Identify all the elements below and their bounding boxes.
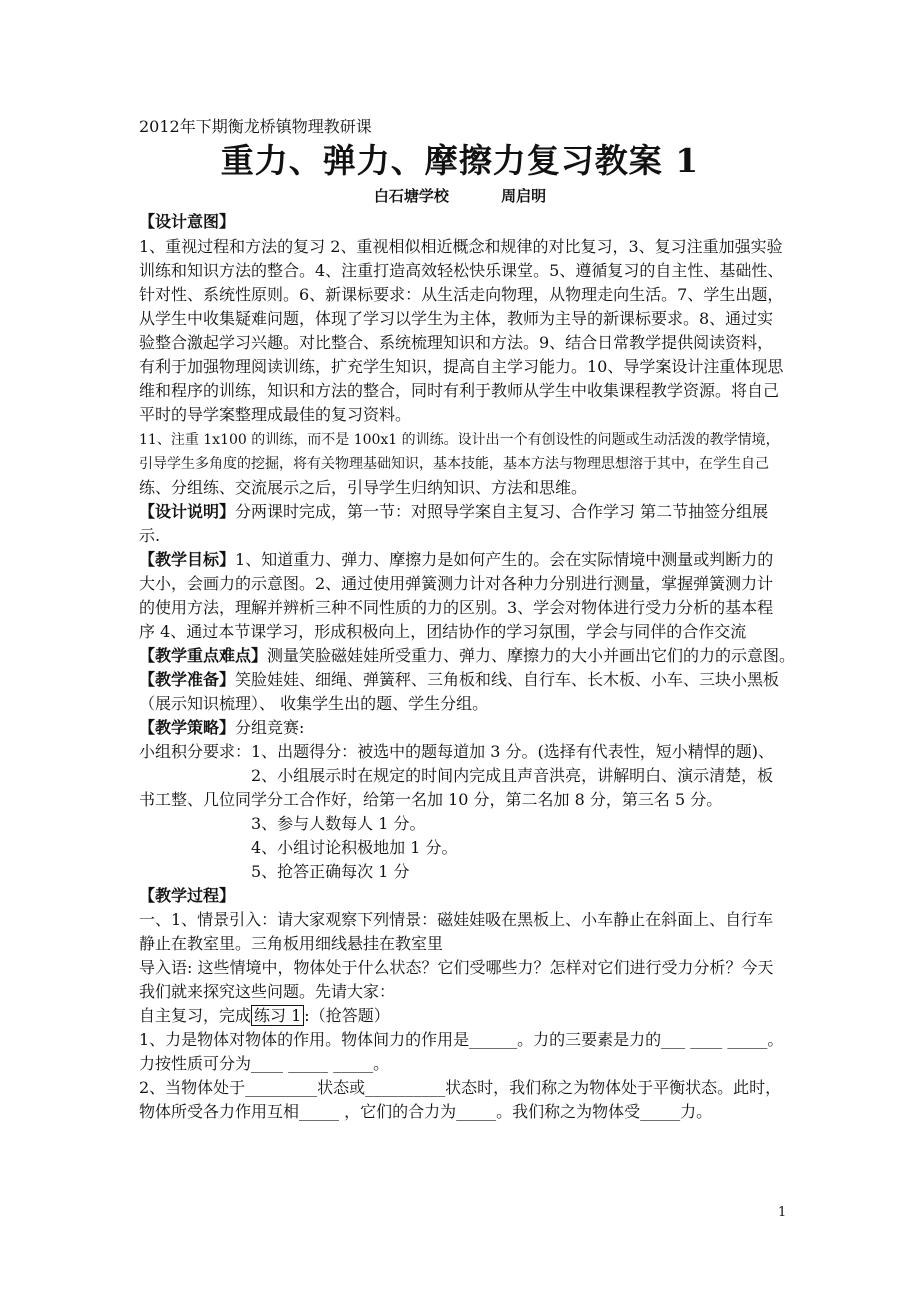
- preparation-line: （展示知识梳理）、 收集学生出的题、学生分组。: [139, 694, 489, 713]
- key-points-text: 测量笑脸磁娃娃所受重力、弹力、摩擦力的大小并画出它们的力的示意图。: [267, 646, 796, 665]
- design-intent-line: 验整合激起学习兴趣。对比整合、系统梳理知识和方法。9、结合日常教学提供阅读资料，: [139, 333, 774, 352]
- design-intent-line: 平时的导学案整理成最佳的复习资料。: [139, 405, 412, 424]
- question-1-line: 1、力是物体对物体的作用。物体间力的作用是______。力的三要素是力的___ ____ _____。: [139, 1030, 784, 1049]
- goals-line: 大小，会画力的示意图。2、通过使用弹簧测力计对各种力分别进行测量，掌握弹簧测力计: [139, 574, 774, 593]
- self-review-line: [139, 1004, 390, 1028]
- strategy-line: 小组积分要求：1、出题得分：被选中的题每道加 3 分。(选择有代表性，短小精悍的题)、: [139, 742, 775, 761]
- strategy-heading: 【教学策略】: [139, 718, 236, 737]
- design-intent-line: 引导学生多角度的挖掘，将有关物理基础知识，基本技能，基本方法与物理思想溶于其中，在学生自己: [139, 456, 769, 472]
- design-intent-heading: 【设计意图】: [139, 212, 236, 231]
- key-points-heading: 【教学重点难点】: [139, 646, 268, 665]
- self-review-prefix: 自主复习，完成: [139, 1006, 252, 1025]
- design-intent-line: 维和程序的训练，知识和方法的整合，同时有利于教师从学生中收集课程教学资源。将自己: [139, 381, 780, 400]
- preparation-text: 笑脸娃娃、细绳、弹簧秤、三角板和线、自行车、长木板、小车、三块小黑板: [235, 670, 780, 689]
- goals-text: 1、知道重力、弹力、摩擦力是如何产生的。会在实际情境中测量或判断力的: [235, 550, 774, 569]
- design-intent-line: 有利于加强物理阅读训练，扩充学生知识，提高自主学习能力。10、导学案设计注重体现思: [139, 357, 784, 376]
- design-intent-line: 针对性、系统性原则。6、新课标要求：从生活走向物理，从物理走向生活。7、学生出题，: [139, 285, 784, 304]
- design-note-heading: 【设计说明】: [139, 502, 236, 521]
- design-intent-line: 训练和知识方法的整合。4、注重打造高效轻松快乐课堂。5、遵循复习的自主性、基础性、: [139, 261, 784, 280]
- process-heading: 【教学过程】: [139, 886, 236, 905]
- design-intent-line: 11、注重 1x100 的训练，而不是 100x1 的训练。设计出一个有创设性的问题或生动活泼的教学情境，: [139, 432, 780, 448]
- strategy-line: 5、抢答正确每次 1 分: [251, 862, 410, 881]
- goals-line: [139, 548, 773, 572]
- author-line: 白石塘学校 周启明: [373, 187, 547, 205]
- self-review-suffix: :（抢答题）: [304, 1006, 390, 1025]
- process-line: 一、1、情景引入：请大家观察下列情景：磁娃娃吸在黑板上、小车静止在斜面上、自行车: [139, 910, 774, 929]
- strategy-line: [139, 716, 304, 740]
- exercise-1-box: 练习 1: [251, 1005, 304, 1026]
- process-line: 我们就来探究这些问题。先请大家：: [139, 982, 396, 1001]
- strategy-line: 4、小组讨论积极地加 1 分。: [251, 838, 458, 857]
- preparation-heading: 【教学准备】: [139, 670, 236, 689]
- question-2-line: 2、当物体处于_________状态或__________状态时，我们称之为物体处于平衡状态。此时，: [139, 1078, 782, 1097]
- design-note-line: [139, 500, 768, 524]
- question-1-line: 力按性质可分为____ _____ _____。: [139, 1054, 390, 1073]
- header-line: 2012年下期衡龙桥镇物理教研课: [139, 117, 372, 136]
- design-intent-line: 练、分组练、交流展示之后，引导学生归纳知识、方法和思维。: [139, 478, 588, 497]
- strategy-text: 分组竞赛:: [235, 718, 305, 737]
- design-intent-line: 1、重视过程和方法的复习 2、重视相似相近概念和规律的对比复习，3、复习注重加强实验: [139, 237, 783, 256]
- process-line: 导入语: 这些情境中，物体处于什么状态？它们受哪些力？怎样对它们进行受力分析？今天: [139, 958, 774, 977]
- goals-line: 的使用方法，理解并辨析三种不同性质的力的区别。3、学会对物体进行受力分析的基本程: [139, 598, 774, 617]
- design-note-text: 分两课时完成，第一节：对照导学案自主复习、合作学习 第二节抽签分组展: [235, 502, 769, 521]
- goals-heading: 【教学目标】: [139, 550, 236, 569]
- strategy-line: 2、小组展示时在规定的时间内完成且声音洪亮，讲解明白、演示清楚，板: [251, 766, 774, 785]
- page-number: 1: [778, 1205, 787, 1220]
- goals-line: 序 4、通过本节课学习，形成积极向上，团结协作的学习氛围，学会与同伴的合作交流: [139, 622, 747, 641]
- design-intent-line: 从学生中收集疑难问题，体现了学习以学生为主体，教师为主导的新课标要求。8、通过实: [139, 309, 774, 328]
- process-line: 静止在教室里。三角板用细线悬挂在教室里: [139, 934, 444, 953]
- question-2-line: 物体所受各力作用互相_____ ，它们的合力为_____。我们称之为物体受_____力。: [139, 1102, 713, 1121]
- design-note-line: 示.: [139, 526, 161, 545]
- preparation-line: [139, 668, 779, 692]
- document-title: 重力、弹力、摩擦力复习教案 1: [220, 141, 700, 180]
- key-points-line: [139, 644, 795, 668]
- strategy-line: 书工整、几位同学分工合作好，给第一名加 10 分，第二名加 8 分，第三名 5 分。: [139, 790, 723, 809]
- strategy-line: 3、参与人数每人 1 分。: [251, 814, 426, 833]
